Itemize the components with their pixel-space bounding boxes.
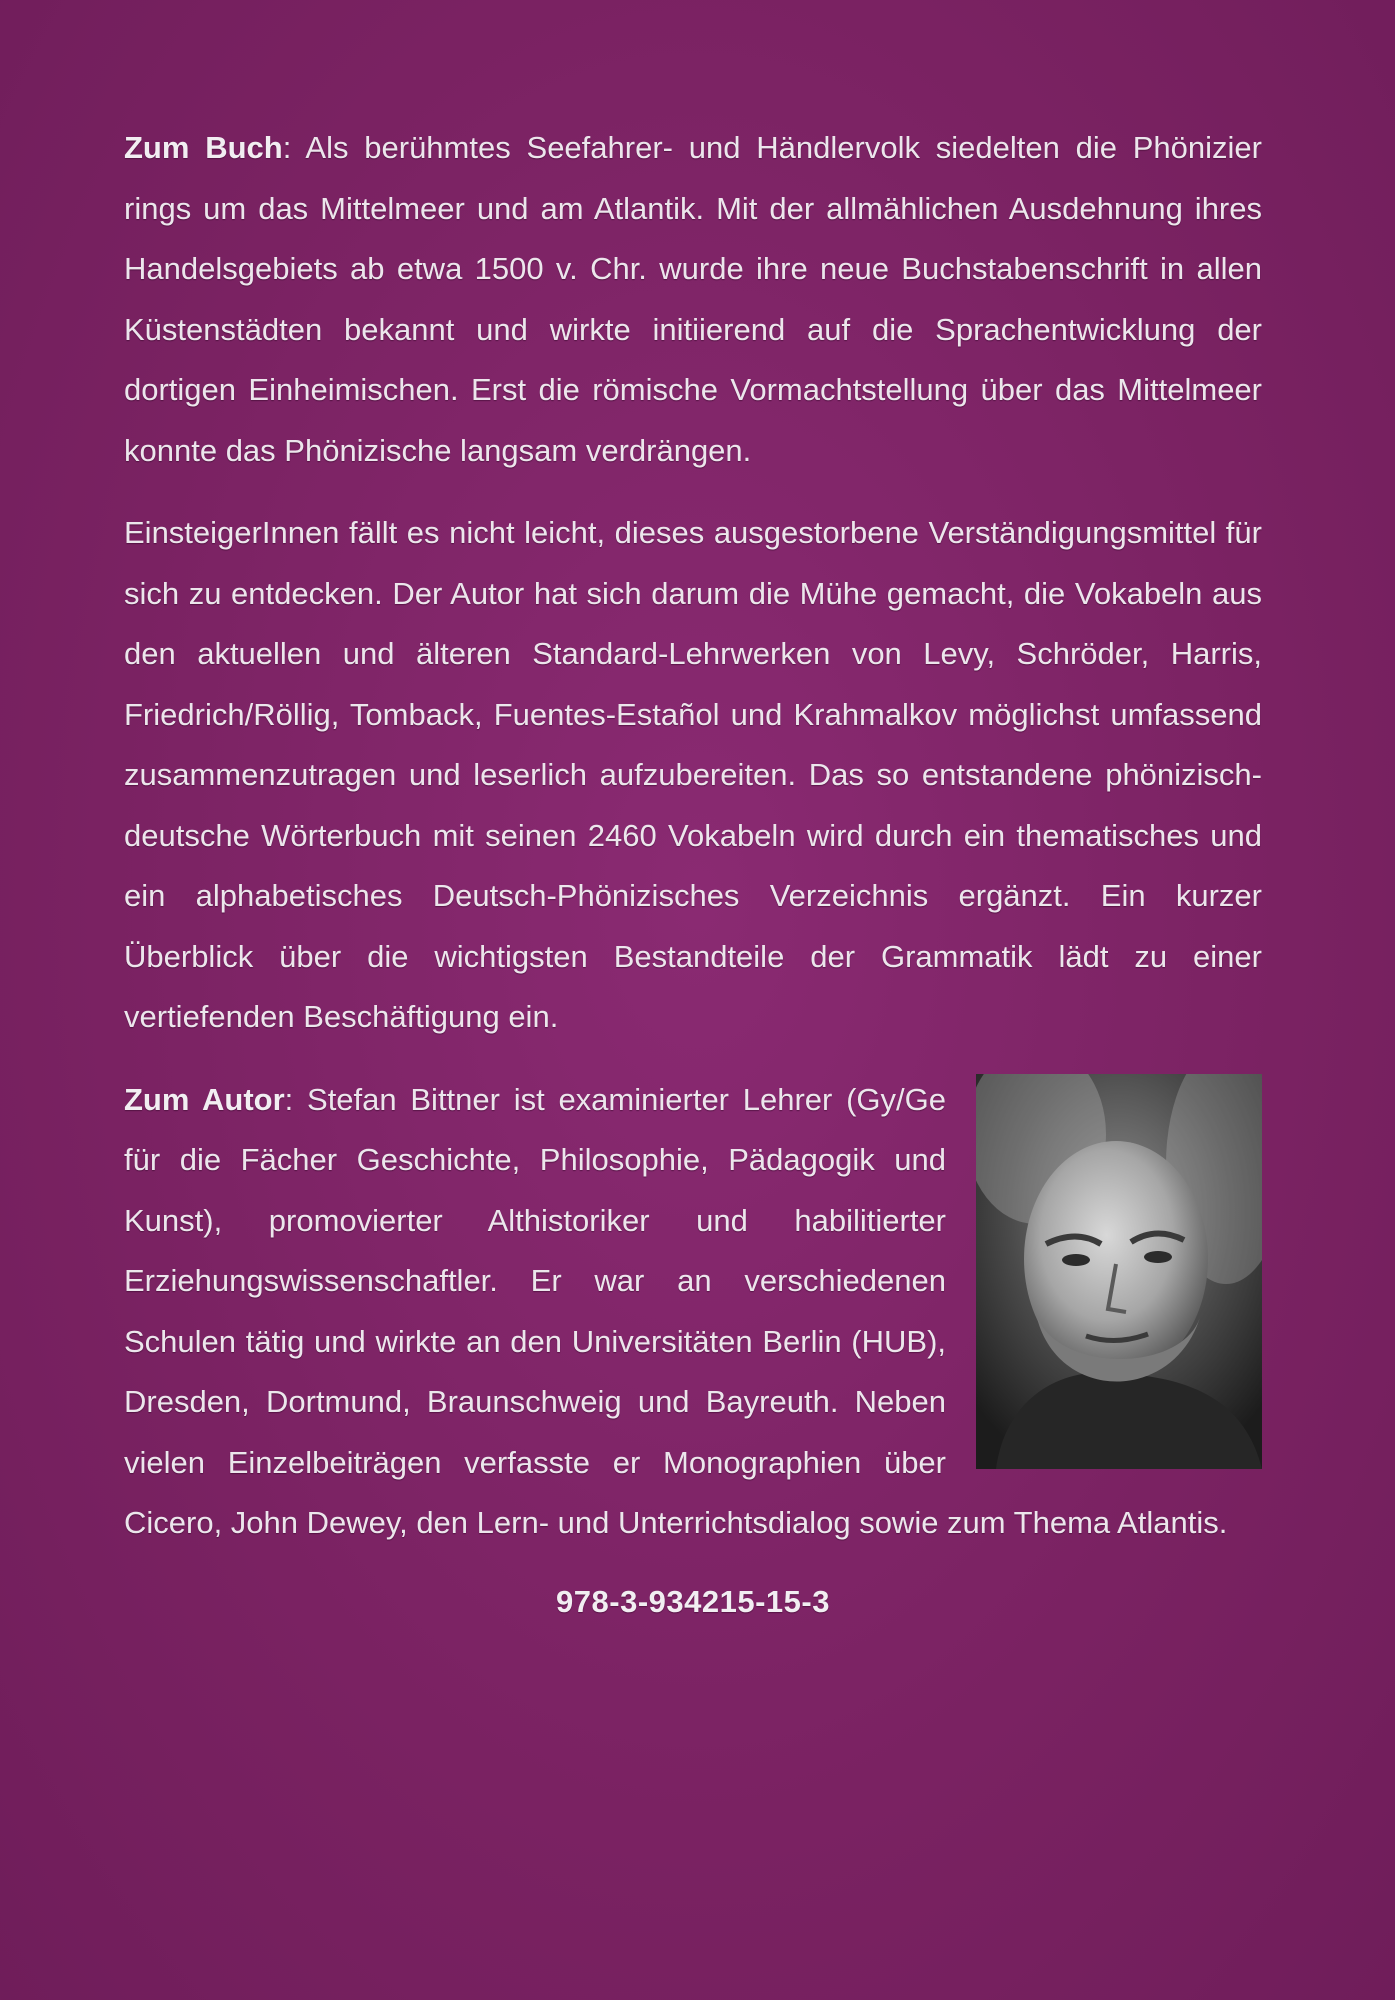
back-cover-text (124, 118, 1262, 1620)
book-label: Zum Buch (124, 130, 283, 165)
intro-paragraph: EinsteigerInnen fällt es nicht leicht, dieses ausgestorbene Verständigungsmittel für sich zu entdecken. Der Autor hat sich darum die Mühe gemacht, die Vokabeln aus den aktuellen und älteren Standard-Lehrwerken von Levy, Schröder, Harris, Friedrich/Röllig, Tomback, Fuentes-Estañol und Krahmalkov möglichst umfassend zusammenzutragen und leserlich aufzubereiten. Das so entstandene phönizisch-deutsche Wörterbuch mit seinen 2460 Vokabeln wird durch ein thematisches und ein alphabetisches Deutsch-Phönizisches Verzeichnis ergänzt. Ein kurzer Überblick über die wichtigsten Bestandteile der Grammatik lädt zu einer vertiefenden Beschäftigung ein. (124, 515, 1262, 1034)
book-text: : Als berühmtes Seefahrer- und Händlervolk siedelten die Phönizier rings um das Mittelmeer und am Atlantik. Mit der allmählichen Ausdehnung ihres Handelsgebiets ab etwa 1500 v. Chr. wurde ihre neue Buchstabenschrift in allen Küstenstädten bekannt und wirkte initiierend auf die Sprachentwicklung der dortigen Einheimischen. Erst die römische Vormachtstellung über das Mittelmeer konnte das Phönizische langsam verdrängen. (124, 130, 1262, 468)
portrait-photo-icon (976, 1074, 1262, 1469)
author-portrait (976, 1074, 1262, 1469)
isbn-number: 978-3-934215-15-3 (556, 1583, 830, 1619)
author-text: : Stefan Bittner ist examinierter Lehrer (Gy/Ge für die Fächer Geschichte, Philosophie, Pädagogik und Kunst), promovierter Althistoriker und habilitierter Erziehungswissenschaftler. Er war an verschiedenen Schulen tätig und wirkte an den Universitäten Berlin (HUB), Dresden, Dortmund, Braunschweig und Bayreuth. Neben vielen Einzelbeiträgen verfasste er Monographien über Cicero, John Dewey, den Lern- und Unterrichtsdialog sowie zum Thema Atlantis. (124, 1081, 1228, 1540)
book-description (124, 118, 1262, 481)
author-block (124, 1070, 1262, 1554)
author-label: Zum Autor (124, 1081, 285, 1117)
